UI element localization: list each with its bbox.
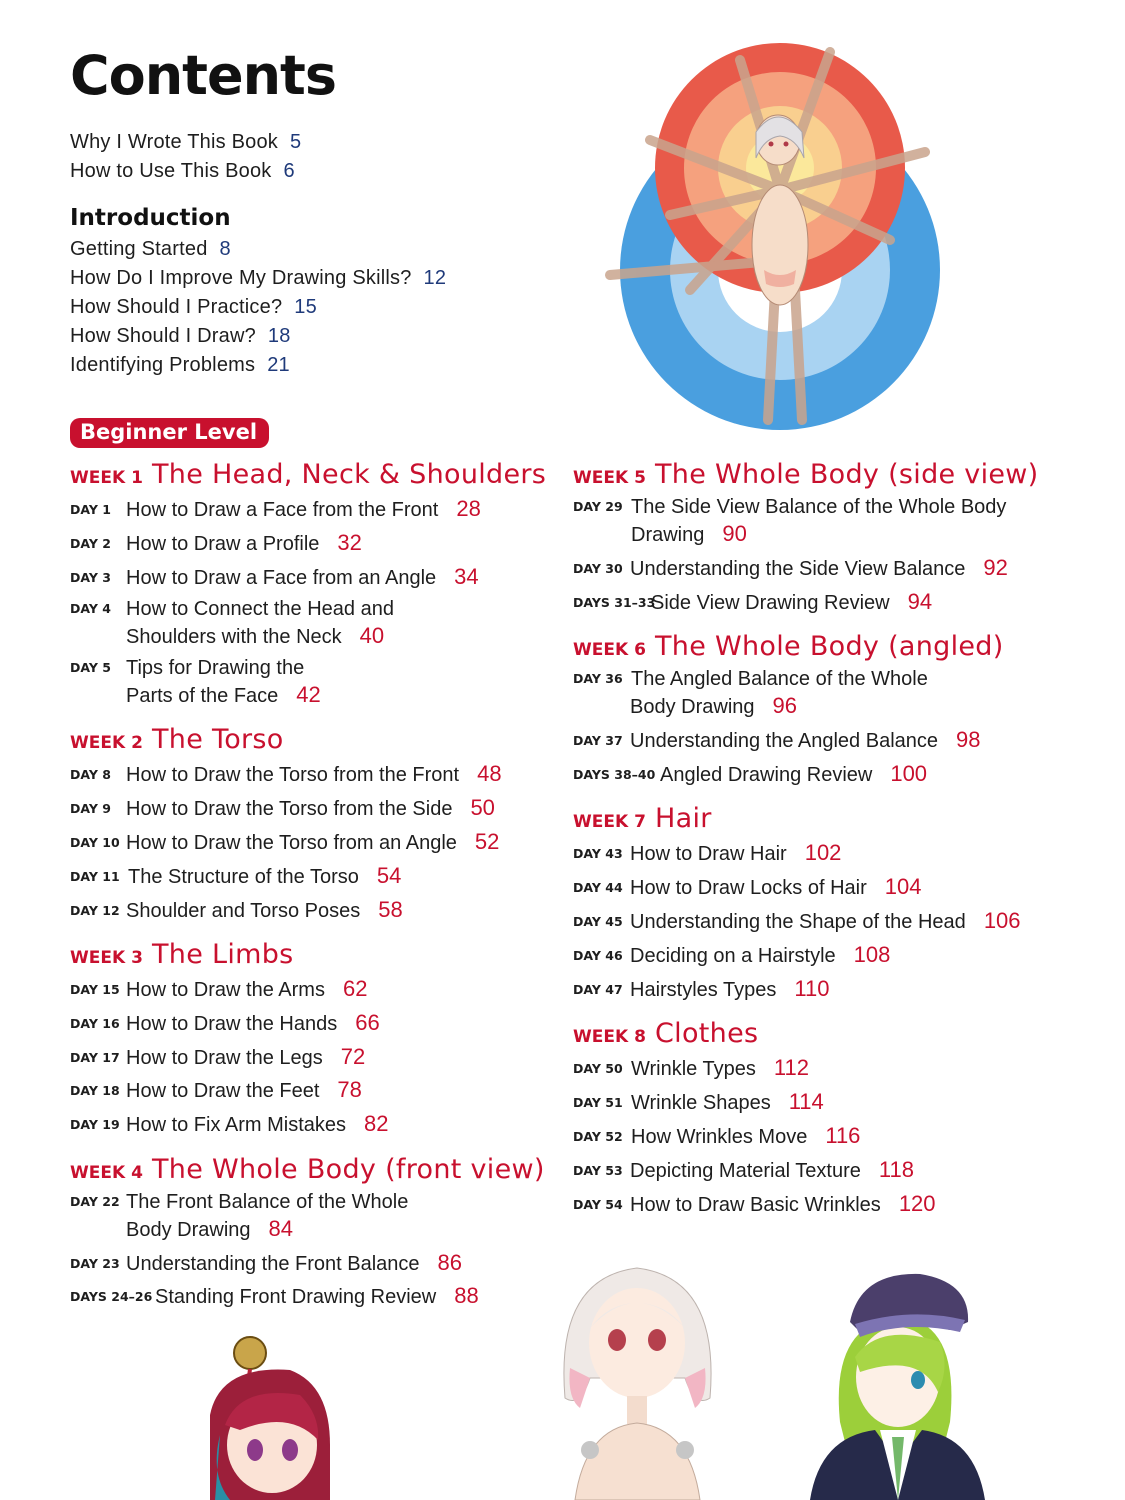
day-title: Hairstyles Types bbox=[630, 979, 777, 1001]
toc-day-row[interactable] bbox=[70, 1044, 365, 1070]
day-title-line2: Body Drawing bbox=[630, 696, 755, 718]
week-heading bbox=[70, 939, 294, 970]
day-label: DAY 50 bbox=[573, 1061, 623, 1076]
day-title: How to Connect the Head and bbox=[126, 598, 394, 620]
week-title: Clothes bbox=[655, 1018, 759, 1049]
toc-day-row[interactable] bbox=[573, 555, 1008, 581]
day-label: DAY 30 bbox=[573, 561, 623, 576]
toc-day-row[interactable] bbox=[70, 829, 499, 855]
day-title-line2: Shoulders with the Neck bbox=[126, 626, 342, 648]
day-page: 90 bbox=[722, 521, 747, 546]
day-title-line2: Drawing bbox=[631, 524, 705, 546]
week-title: The Whole Body (angled) bbox=[655, 631, 1004, 662]
day-label: DAY 36 bbox=[573, 671, 623, 686]
day-page: 118 bbox=[878, 1157, 914, 1182]
toc-day-row[interactable] bbox=[573, 840, 841, 866]
toc-entry[interactable] bbox=[70, 354, 290, 377]
day-label: DAY 47 bbox=[573, 982, 623, 997]
week-title: The Head, Neck & Shoulders bbox=[152, 459, 547, 490]
day-title: The Side View Balance of the Whole Body bbox=[631, 496, 1007, 518]
day-label: DAY 8 bbox=[70, 767, 111, 782]
toc-day-row[interactable] bbox=[70, 1250, 462, 1276]
toc-day-row[interactable] bbox=[573, 942, 890, 968]
toc-entry[interactable] bbox=[70, 160, 295, 183]
toc-day-row[interactable] bbox=[70, 976, 367, 1002]
day-label: DAY 53 bbox=[573, 1163, 623, 1178]
toc-entry-page: 8 bbox=[219, 238, 231, 260]
day-page: 98 bbox=[956, 727, 981, 752]
week-heading bbox=[573, 803, 712, 834]
day-label: DAY 23 bbox=[70, 1256, 120, 1271]
pale-hair-character-illustration bbox=[545, 1258, 730, 1500]
toc-day-row[interactable] bbox=[573, 976, 829, 1002]
week-title: The Torso bbox=[152, 724, 284, 755]
day-page: 108 bbox=[853, 942, 891, 967]
day-page: 42 bbox=[296, 682, 321, 707]
toc-entry-label: How Should I Draw? bbox=[70, 325, 256, 347]
week-title: The Whole Body (side view) bbox=[655, 459, 1039, 490]
day-page: 28 bbox=[456, 496, 481, 521]
toc-day-row[interactable] bbox=[70, 1077, 362, 1103]
day-label: DAY 51 bbox=[573, 1095, 623, 1110]
day-label: DAY 9 bbox=[70, 801, 111, 816]
week-heading bbox=[70, 1154, 545, 1185]
day-title: Side View Drawing Review bbox=[651, 592, 890, 614]
day-label: DAY 19 bbox=[70, 1117, 120, 1132]
week-label: WEEK 1 bbox=[70, 468, 143, 488]
day-title: How to Draw Basic Wrinkles bbox=[630, 1194, 881, 1216]
toc-entry-page: 5 bbox=[289, 131, 302, 153]
toc-day-row[interactable] bbox=[70, 1191, 408, 1242]
day-page: 120 bbox=[898, 1191, 936, 1216]
day-title: Deciding on a Hairstyle bbox=[630, 945, 836, 967]
day-title: Understanding the Shape of the Head bbox=[630, 911, 966, 933]
toc-entry-label: Why I Wrote This Book bbox=[70, 131, 278, 153]
day-title: Understanding the Angled Balance bbox=[630, 730, 939, 752]
toc-entry-page: 21 bbox=[267, 354, 290, 376]
day-page: 82 bbox=[364, 1111, 389, 1136]
toc-entry-label: How Do I Improve My Drawing Skills? bbox=[70, 267, 412, 289]
toc-entry-page: 18 bbox=[267, 325, 291, 347]
day-page: 58 bbox=[378, 897, 403, 922]
day-title-line2: Body Drawing bbox=[126, 1219, 251, 1241]
day-title: How to Draw a Face from an Angle bbox=[126, 567, 437, 589]
day-page: 92 bbox=[983, 555, 1008, 580]
toc-entry-label: How Should I Practice? bbox=[70, 296, 283, 318]
toc-entry-label: Getting Started bbox=[70, 238, 208, 260]
week-heading bbox=[70, 724, 284, 755]
week-label: WEEK 2 bbox=[70, 733, 143, 753]
toc-day-row[interactable] bbox=[70, 761, 502, 787]
week-title: The Limbs bbox=[152, 939, 294, 970]
day-label: DAY 3 bbox=[70, 570, 111, 585]
day-page: 88 bbox=[454, 1283, 479, 1308]
day-page: 106 bbox=[983, 908, 1021, 933]
toc-day-row[interactable] bbox=[70, 598, 394, 649]
toc-entry[interactable] bbox=[70, 238, 231, 261]
toc-entry-label: How to Use This Book bbox=[70, 160, 272, 182]
week-label: WEEK 3 bbox=[70, 948, 143, 968]
day-label: DAY 54 bbox=[573, 1197, 623, 1212]
toc-entry[interactable] bbox=[70, 131, 301, 154]
day-title-line2: Parts of the Face bbox=[126, 685, 279, 707]
introduction-heading: Introduction bbox=[70, 205, 231, 231]
week-heading bbox=[70, 459, 546, 490]
day-title: How Wrinkles Move bbox=[631, 1126, 808, 1148]
day-page: 50 bbox=[470, 795, 495, 820]
day-title: How to Draw the Hands bbox=[126, 1013, 338, 1035]
week-label: WEEK 4 bbox=[70, 1163, 143, 1183]
toc-day-row[interactable] bbox=[70, 1111, 389, 1137]
day-page: 72 bbox=[340, 1044, 366, 1069]
day-title: How to Draw a Profile bbox=[126, 533, 320, 555]
day-title: Angled Drawing Review bbox=[660, 764, 873, 786]
page-title: Contents bbox=[70, 44, 337, 107]
day-page: 94 bbox=[907, 589, 933, 614]
toc-entry[interactable] bbox=[70, 296, 317, 319]
day-title: Standing Front Drawing Review bbox=[155, 1286, 437, 1308]
day-page: 116 bbox=[825, 1123, 861, 1148]
week-label: WEEK 7 bbox=[573, 812, 646, 832]
toc-day-row[interactable] bbox=[573, 1157, 914, 1183]
day-title: The Front Balance of the Whole bbox=[126, 1191, 409, 1213]
toc-day-row[interactable] bbox=[70, 863, 401, 889]
toc-day-row[interactable] bbox=[573, 874, 921, 900]
day-page: 86 bbox=[437, 1250, 462, 1275]
toc-day-row[interactable] bbox=[573, 908, 1021, 934]
day-page: 34 bbox=[454, 564, 479, 589]
week-label: WEEK 5 bbox=[573, 468, 646, 488]
day-page: 104 bbox=[884, 874, 922, 899]
day-label: DAY 43 bbox=[573, 846, 623, 861]
toc-entry-page: 6 bbox=[283, 160, 295, 182]
day-page: 52 bbox=[474, 829, 500, 854]
toc-day-row[interactable] bbox=[70, 657, 321, 708]
day-page: 112 bbox=[773, 1055, 809, 1080]
day-page: 114 bbox=[788, 1089, 824, 1114]
toc-day-row[interactable] bbox=[70, 1283, 479, 1309]
toc-day-row[interactable] bbox=[573, 589, 932, 615]
day-label: DAY 45 bbox=[573, 914, 623, 929]
day-title: How to Draw the Torso from the Side bbox=[126, 798, 453, 820]
week-heading bbox=[573, 1018, 758, 1049]
day-title: Wrinkle Types bbox=[631, 1058, 756, 1080]
day-title: Tips for Drawing the bbox=[126, 657, 305, 679]
toc-day-row[interactable] bbox=[70, 496, 481, 522]
day-page: 62 bbox=[342, 976, 368, 1001]
day-label: DAY 29 bbox=[573, 499, 623, 514]
capped-character-illustration bbox=[800, 1262, 990, 1500]
day-page: 110 bbox=[794, 976, 830, 1001]
day-label: DAY 15 bbox=[70, 982, 120, 997]
day-title: How to Draw the Torso from an Angle bbox=[126, 832, 457, 854]
toc-day-row[interactable] bbox=[573, 761, 927, 787]
day-label: DAY 52 bbox=[573, 1129, 623, 1144]
day-label: DAY 10 bbox=[70, 835, 120, 850]
day-page: 32 bbox=[337, 530, 362, 555]
day-page: 78 bbox=[337, 1077, 362, 1102]
toc-day-row[interactable] bbox=[573, 1123, 860, 1149]
week-label: WEEK 6 bbox=[573, 640, 646, 660]
toc-entry-page: 15 bbox=[294, 296, 317, 318]
day-title: Wrinkle Shapes bbox=[631, 1092, 771, 1114]
day-title: How to Fix Arm Mistakes bbox=[126, 1114, 347, 1136]
day-label: DAY 18 bbox=[70, 1083, 120, 1098]
day-title: Depicting Material Texture bbox=[630, 1160, 861, 1182]
day-label: DAY 11 bbox=[70, 869, 120, 884]
toc-day-row[interactable] bbox=[573, 1191, 936, 1217]
toc-day-row[interactable] bbox=[573, 1055, 809, 1081]
day-title: How to Draw Locks of Hair bbox=[630, 877, 867, 899]
day-label: DAY 12 bbox=[70, 903, 120, 918]
day-page: 48 bbox=[477, 761, 502, 786]
toc-day-row[interactable] bbox=[70, 795, 495, 821]
day-label: DAY 44 bbox=[573, 880, 623, 895]
week-label: WEEK 8 bbox=[573, 1027, 646, 1047]
toc-entry-label: Identifying Problems bbox=[70, 354, 256, 376]
toc-day-row[interactable] bbox=[573, 1089, 824, 1115]
toc-day-row[interactable] bbox=[573, 727, 981, 753]
day-label: DAY 17 bbox=[70, 1050, 120, 1065]
level-badge: Beginner Level bbox=[70, 418, 269, 448]
day-title: The Angled Balance of the Whole bbox=[631, 668, 928, 690]
day-title: The Structure of the Torso bbox=[128, 866, 359, 888]
day-page: 100 bbox=[890, 761, 928, 786]
week-heading bbox=[573, 631, 1004, 662]
day-title: How to Draw Hair bbox=[630, 843, 787, 865]
toc-day-row[interactable] bbox=[70, 564, 479, 590]
week-title: The Whole Body (front view) bbox=[152, 1154, 545, 1185]
figure-pose-illustration bbox=[590, 40, 970, 430]
toc-day-row[interactable] bbox=[573, 496, 1006, 547]
day-label: DAY 5 bbox=[70, 660, 111, 675]
toc-day-row[interactable] bbox=[70, 897, 403, 923]
week-title: Hair bbox=[655, 803, 712, 834]
day-title: Shoulder and Torso Poses bbox=[126, 900, 361, 922]
day-label: DAY 1 bbox=[70, 502, 111, 517]
toc-entry[interactable] bbox=[70, 325, 291, 348]
day-page: 84 bbox=[268, 1216, 293, 1241]
day-label: DAYS 24–26 bbox=[70, 1289, 153, 1304]
day-page: 66 bbox=[355, 1010, 380, 1035]
toc-day-row[interactable] bbox=[70, 1010, 380, 1036]
toc-entry-page: 12 bbox=[423, 267, 447, 289]
week-heading bbox=[573, 459, 1039, 490]
day-page: 40 bbox=[359, 623, 385, 648]
red-hair-character-illustration bbox=[180, 1325, 350, 1500]
day-label: DAY 2 bbox=[70, 536, 111, 551]
day-label: DAY 22 bbox=[70, 1194, 120, 1209]
day-label: DAYS 38–40 bbox=[573, 767, 656, 782]
day-title: How to Draw a Face from the Front bbox=[126, 499, 439, 521]
day-page: 54 bbox=[376, 863, 402, 888]
day-title: How to Draw the Arms bbox=[126, 979, 325, 1001]
day-label: DAY 16 bbox=[70, 1016, 120, 1031]
day-label: DAY 4 bbox=[70, 601, 111, 616]
day-page: 96 bbox=[772, 693, 797, 718]
day-label: DAYS 31–33 bbox=[573, 595, 656, 610]
day-title: How to Draw the Torso from the Front bbox=[126, 764, 460, 786]
day-title: Understanding the Front Balance bbox=[126, 1253, 420, 1275]
toc-day-row[interactable] bbox=[573, 668, 928, 719]
day-label: DAY 37 bbox=[573, 733, 623, 748]
day-title: How to Draw the Legs bbox=[126, 1047, 323, 1069]
day-page: 102 bbox=[804, 840, 842, 865]
toc-entry[interactable] bbox=[70, 267, 446, 290]
day-title: Understanding the Side View Balance bbox=[630, 558, 966, 580]
day-label: DAY 46 bbox=[573, 948, 623, 963]
day-title: How to Draw the Feet bbox=[126, 1080, 320, 1102]
toc-day-row[interactable] bbox=[70, 530, 362, 556]
